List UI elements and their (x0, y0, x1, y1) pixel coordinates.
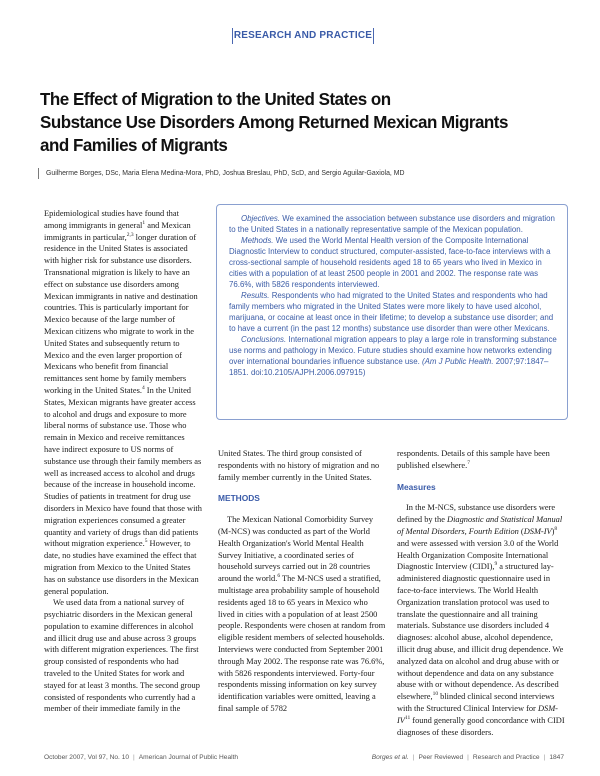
intro-paragraph-2: We used data from a national survey of psychiatric disorders in the Mexican general population to examine differences in alcohol and illicit drug use and abuse across 3 groups with different migration experiences. The first group consisted of respondents who had traveled to the United States for work and stayed for at least 3 months. The second group consisted of respondents who currently had a member of their immediate family in the (44, 598, 200, 714)
abstract-objectives: Objectives. We examined the association between substance use disorders and migration to the United States in a nationally representative sample of the Mexican population. (229, 214, 555, 234)
issue-date: October 2007, Vol 97, No. 10 (44, 754, 130, 761)
journal-name: American Journal of Public Health (138, 754, 239, 761)
column-3 (397, 448, 565, 738)
peer-reviewed: Peer Reviewed (418, 754, 464, 761)
intro-paragraph-1: Epidemiological studies have found that among immigrants in general$^1$ and Mexican immigrants in particular,$^{2,3}$ longer duration of residence in the United States is associated with higher risk for substance use disorders. Transnational migration is likely to have an effect on substance use disorders among Mexican immigrants in native and destination countries. This is particularly important for Mexico because of the large number of Mexican citizens who migrate to work in the United States and subsequently return to Mexico and the even larger proportion of Mexicans who benefit from financial remittances sent home by family members working in the United States.$^4$ In the United States, Mexican migrants have greater access to alcohol and drugs and exposure to more liberal norms of substance use. Those who remain in Mexico and receive remittances have indirect exposure to US norms of substance use through their family members as well as increased access to alcohol and drugs because of the increase in household income. Studies of patients in treatment for drug use disorders in Mexico have found that those with migration experiences consumed a greater quantity and variety of drugs than did patients without migration experience.$^5$ However, to date, no studies have examined the effect that migration from Mexico to the United States has on substance use disorders in the Mexican general population. (44, 209, 202, 596)
page-number: 1847 (549, 754, 564, 761)
title-line: and Families of Migrants (40, 135, 228, 155)
footer-section: Research and Practice (472, 754, 540, 761)
methods-paragraph: The Mexican National Comorbidity Survey (M-NCS) was conducted as part of the World Health Organization's World Mental Health Survey Initiative, a coordinated series of household surveys carried out in 28 countries around the world.$^6$ The M-NCS used a stratified, multistage area probability sample of household residents aged 18 to 65 years in Mexico who lived in cities with a population of at least 2500 people. Respondents were chosen at random from eligible resident members of selected households. Interviews were conducted from September 2001 through May 2002. The response rate was 76.6%, with 5826 respondents interviewed. Forty-four respondents missing information on key survey identification variables were omitted, leaving a final sample of 5782 (218, 515, 386, 713)
footer-right: Borges et al. | Peer Reviewed | Research and Practice | 1847 (371, 754, 564, 761)
footer-left: October 2007, Vol 97, No. 10 | American Journal of Public Health (44, 754, 239, 761)
measures-heading: Measures (397, 481, 436, 492)
author-list: Guilherme Borges, DSc, Maria Elena Medina-Mora, PhD, Joshua Breslau, PhD, ScD, and Sergio Aguilar-Gaxiola, MD (38, 168, 576, 179)
section-tag: RESEARCH AND PRACTICE (232, 28, 374, 44)
column-2 (218, 448, 386, 715)
abstract-results: Results. Respondents who had migrated to the United States and respondents who had family members who migrated in the United States were more likely to have used alcohol, marijuana, or cocaine at least once in their lifetime; to develop a substance use disorder; and to have a current (in the past 12 months) substance use disorder than were other Mexicans. (229, 291, 554, 333)
title-line: The Effect of Migration to the United States on (40, 89, 391, 109)
abstract-citation-journal: (Am J Public Health. (422, 357, 494, 366)
column-1 (44, 208, 202, 715)
paragraph: United States. The third group consisted of respondents with no history of migration and no family member currently in the United States. (218, 449, 380, 482)
article-title (40, 88, 525, 157)
paragraph: respondents. Details of this sample have been published elsewhere.$^7$ (397, 449, 550, 470)
page-footer (44, 754, 564, 766)
abstract-citation: 2007;97:1847–1851. doi:10.2105/AJPH.2006.097915) (229, 357, 549, 377)
title-line: Substance Use Disorders Among Returned Mexican Migrants (40, 112, 508, 132)
abstract-box (216, 204, 568, 420)
methods-heading: METHODS (218, 493, 260, 504)
abstract-conclusions: Conclusions. International migration appears to play a large role in transforming substance use norms and pathology in Mexico. Future studies should examine how networks extending over international boundaries influence substance use. (Am J Public Health. 2007;97:1847–1851. doi:10.2105/AJPH.2006.097915) (229, 335, 557, 377)
measures-paragraph: In the M-NCS, substance use disorders were defined by the Diagnostic and Statistical Manual of Mental Disorders, Fourth Edition $(DSM-IV)^8$ and were assessed with version 3.0 of the World Health Organization Composite International Diagnostic Interview (CIDI),$^9$ a structured lay-administered diagnostic questionnaire used in face-to-face interviews. The World Health Organization translation protocol was used to translate the questionnaire and all training materials. Substance use disorders included 4 diagnoses: alcohol abuse, alcohol dependence, illicit drug abuse, and illicit drug dependence. We analyzed data on alcohol and drug abuse with or without dependence and data on any substance abuse with or without dependence. As described elsewhere,$^{10}$ blinded clinical second interviews with the Structured Clinical Interview for DSM-IV$^{11}$ found generally good concordance with CIDI diagnoses of these disorders. (397, 503, 565, 737)
abstract-methods: Methods. We used the World Mental Health version of the Composite International Diagnostic Interview to conduct structured, computer-assisted, face-to-face interviews with a cross-sectional sample of household residents aged 18 to 65 years who lived in Mexico in cities with a population of at least 2500 people in 2001 and 2002. The response rate was 76.6%, with 5826 respondents interviewed. (229, 236, 551, 289)
footer-authors: Borges et al. (371, 754, 409, 761)
